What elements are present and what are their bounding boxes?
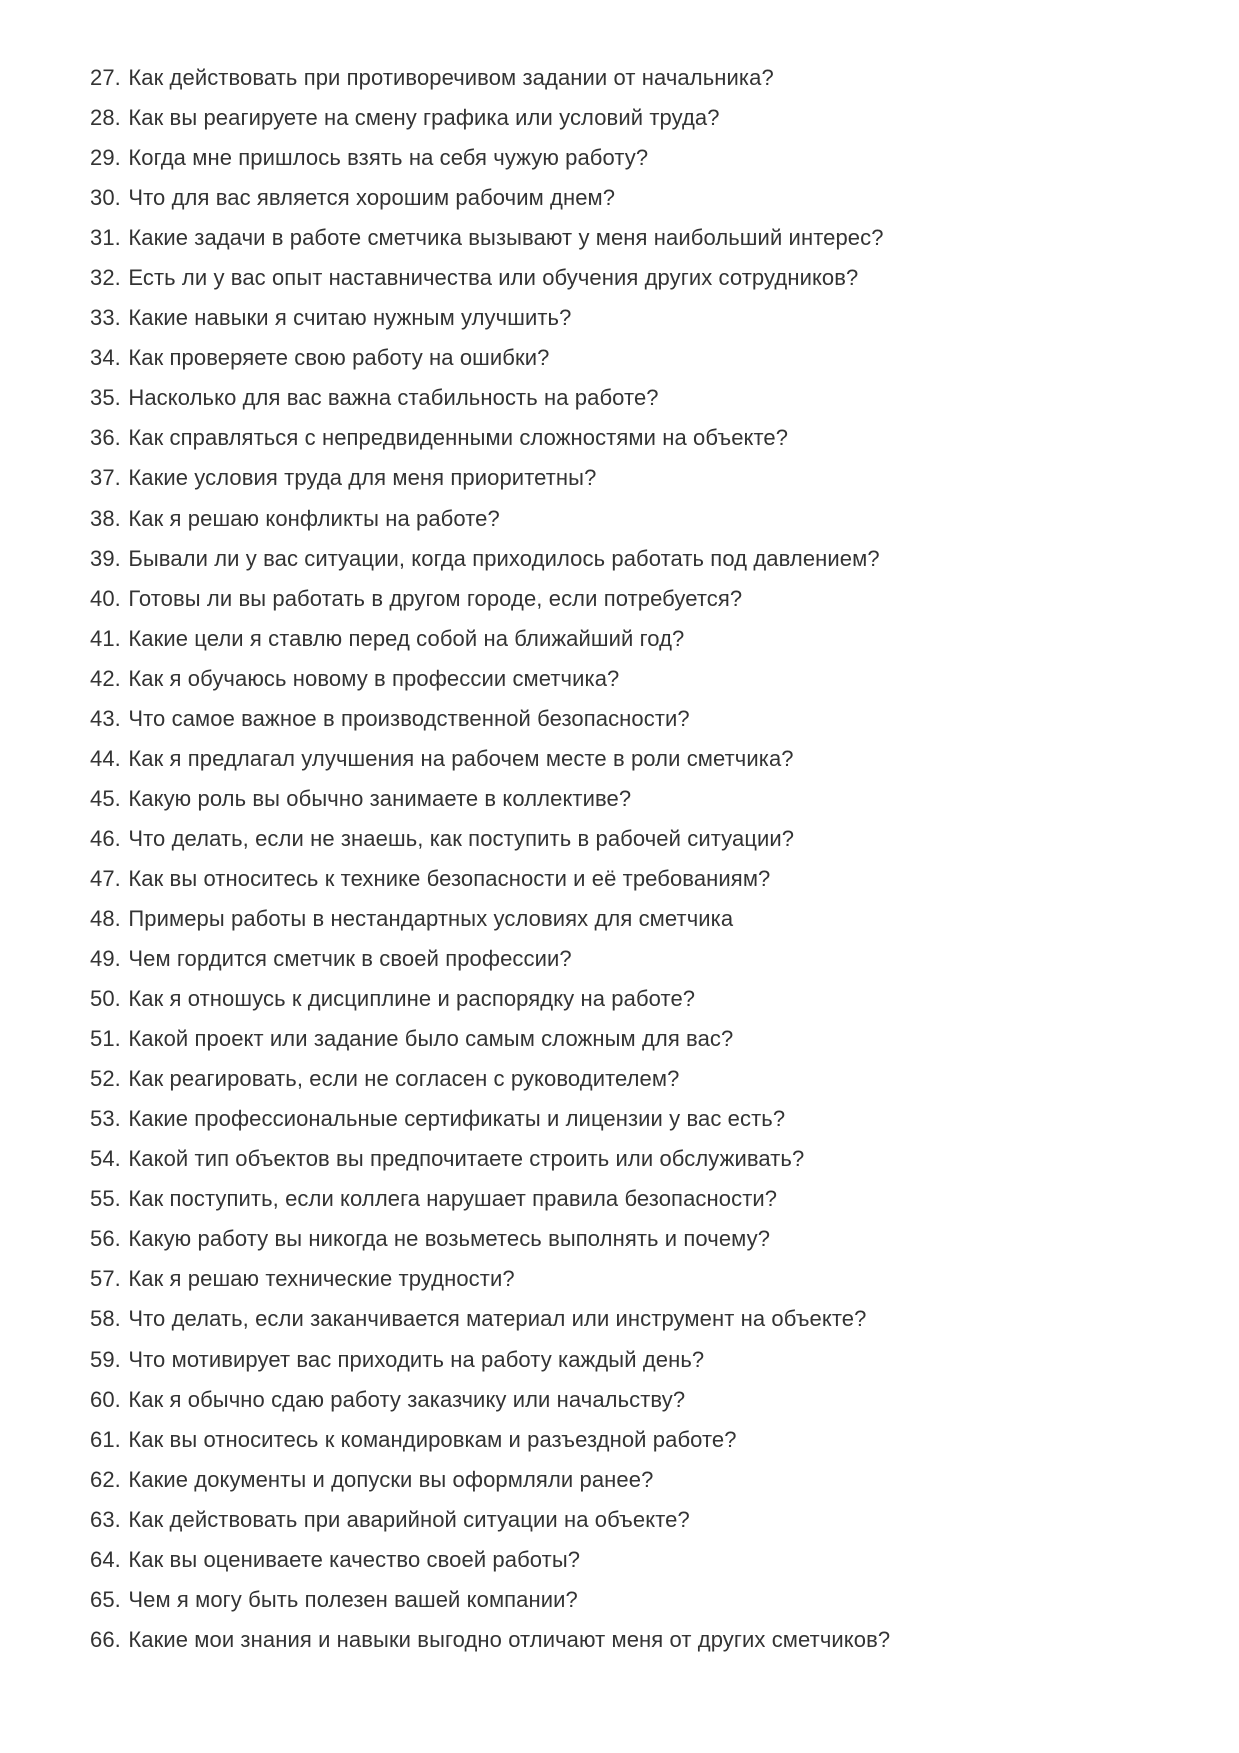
item-number: 61. [90, 1426, 121, 1452]
item-text: Какой проект или задание было самым сложным для вас? [128, 1026, 734, 1052]
list-item [90, 1380, 1179, 1420]
list-item [90, 98, 1179, 138]
item-text: Какие документы и допуски вы оформляли ранее? [128, 1466, 654, 1492]
item-text: Какие задачи в работе сметчика вызывают у меня наибольший интерес? [128, 225, 884, 251]
item-text: Как я отношусь к дисциплине и распорядку на работе? [128, 986, 696, 1012]
item-number: 28. [90, 105, 121, 131]
list-item [90, 779, 1179, 819]
item-number: 48. [90, 906, 121, 931]
item-number: 35. [90, 385, 121, 411]
item-text: Чем гордится сметчик в своей профессии? [128, 946, 572, 972]
item-number: 50. [90, 986, 121, 1012]
item-number: 37. [90, 465, 121, 491]
item-text: Примеры работы в нестандартных условиях для сметчика [128, 906, 734, 931]
item-number: 60. [90, 1386, 121, 1412]
list-item [90, 1500, 1179, 1540]
item-text: Какую роль вы обычно занимаете в коллективе? [128, 785, 632, 811]
list-item [90, 1219, 1179, 1259]
item-text: Бывали ли у вас ситуации, когда приходилось работать под давлением? [128, 545, 880, 571]
item-number: 57. [90, 1266, 121, 1292]
item-number: 56. [90, 1226, 121, 1252]
list-item [90, 1139, 1179, 1179]
item-text: Как я обучаюсь новому в профессии сметчика? [128, 665, 620, 691]
item-text: Как я решаю конфликты на работе? [128, 505, 500, 531]
item-number: 65. [90, 1586, 121, 1612]
list-item [90, 1420, 1179, 1460]
item-number: 30. [90, 185, 121, 211]
list-item [90, 1059, 1179, 1099]
item-number: 64. [90, 1546, 121, 1572]
item-number: 63. [90, 1506, 121, 1532]
item-text: Какие профессиональные сертификаты и лицензии у вас есть? [128, 1106, 786, 1132]
item-text: Что самое важное в производственной безопасности? [128, 705, 690, 731]
item-text: Что делать, если заканчивается материал или инструмент на объекте? [128, 1306, 867, 1332]
item-number: 29. [90, 145, 121, 171]
item-number: 31. [90, 225, 121, 251]
item-text: Что делать, если не знаешь, как поступить в рабочей ситуации? [128, 825, 795, 851]
item-number: 34. [90, 345, 121, 371]
list-item [90, 579, 1179, 619]
list-item [90, 258, 1179, 298]
list-item [90, 699, 1179, 739]
list-item [90, 1259, 1179, 1299]
item-text: Что для вас является хорошим рабочим днем? [128, 185, 616, 211]
question-list [90, 58, 1179, 1660]
list-item [90, 979, 1179, 1019]
item-number: 53. [90, 1106, 121, 1132]
list-item [90, 1620, 1179, 1660]
item-text: Когда мне пришлось взять на себя чужую работу? [128, 145, 649, 171]
item-text: Как вы оцениваете качество своей работы? [128, 1546, 581, 1572]
item-number: 42. [90, 665, 121, 691]
item-number: 62. [90, 1466, 121, 1492]
list-item [90, 298, 1179, 338]
item-text: Какие мои знания и навыки выгодно отличают меня от других сметчиков? [128, 1626, 891, 1652]
list-item [90, 1580, 1179, 1620]
item-number: 27. [90, 65, 121, 91]
item-number: 47. [90, 865, 121, 891]
list-item [90, 539, 1179, 579]
item-text: Как я обычно сдаю работу заказчику или начальству? [128, 1386, 686, 1412]
list-item [90, 418, 1179, 458]
item-text: Что мотивирует вас приходить на работу каждый день? [128, 1346, 705, 1372]
item-number: 58. [90, 1306, 121, 1332]
item-text: Какие условия труда для меня приоритетны? [128, 465, 597, 491]
item-number: 33. [90, 305, 121, 331]
item-number: 55. [90, 1186, 121, 1212]
item-number: 39. [90, 545, 121, 571]
item-text: Как вы реагируете на смену графика или условий труда? [128, 105, 720, 131]
list-item [90, 378, 1179, 418]
item-text: Насколько для вас важна стабильность на работе? [128, 385, 659, 411]
list-item [90, 939, 1179, 979]
item-text: Как вы относитесь к командировкам и разъездной работе? [128, 1426, 737, 1452]
list-item [90, 1099, 1179, 1139]
item-text: Какой тип объектов вы предпочитаете строить или обслуживать? [128, 1146, 805, 1172]
item-number: 59. [90, 1346, 121, 1372]
item-number: 45. [90, 785, 121, 811]
item-text: Как действовать при противоречивом задании от начальника? [128, 65, 774, 91]
item-text: Какую работу вы никогда не возьметесь выполнять и почему? [128, 1226, 771, 1252]
list-item [90, 619, 1179, 659]
item-text: Какие цели я ставлю перед собой на ближайший год? [128, 625, 685, 651]
item-number: 66. [90, 1626, 121, 1652]
item-number: 46. [90, 825, 121, 851]
list-item [90, 1340, 1179, 1380]
list-item [90, 58, 1179, 98]
list-item [90, 1179, 1179, 1219]
list-item [90, 1460, 1179, 1500]
item-number: 38. [90, 505, 121, 531]
item-text: Готовы ли вы работать в другом городе, если потребуется? [128, 585, 743, 611]
item-text: Как реагировать, если не согласен с руководителем? [128, 1066, 680, 1092]
item-number: 32. [90, 265, 121, 291]
item-text: Чем я могу быть полезен вашей компании? [128, 1586, 578, 1612]
item-text: Как действовать при аварийной ситуации на объекте? [128, 1506, 690, 1532]
list-item [90, 178, 1179, 218]
item-text: Как я предлагал улучшения на рабочем месте в роли сметчика? [128, 745, 794, 771]
item-number: 44. [90, 745, 121, 771]
item-text: Как вы относитесь к технике безопасности и её требованиям? [128, 865, 771, 891]
item-text: Есть ли у вас опыт наставничества или обучения других сотрудников? [128, 265, 859, 291]
list-item [90, 659, 1179, 699]
item-text: Как проверяете свою работу на ошибки? [128, 345, 550, 371]
list-item [90, 138, 1179, 178]
list-item [90, 1019, 1179, 1059]
item-number: 49. [90, 946, 121, 972]
item-text: Какие навыки я считаю нужным улучшить? [128, 305, 572, 331]
list-item [90, 1540, 1179, 1580]
list-item [90, 499, 1179, 539]
item-number: 51. [90, 1026, 121, 1052]
item-text: Как поступить, если коллега нарушает правила безопасности? [128, 1186, 778, 1212]
item-number: 52. [90, 1066, 121, 1092]
list-item [90, 819, 1179, 859]
item-text: Как я решаю технические трудности? [128, 1266, 515, 1292]
list-item [90, 899, 1179, 939]
list-item [90, 859, 1179, 899]
list-item [90, 338, 1179, 378]
item-number: 41. [90, 625, 121, 651]
item-number: 40. [90, 585, 121, 611]
list-item [90, 458, 1179, 498]
item-text: Как справляться с непредвиденными сложностями на объекте? [128, 425, 789, 451]
list-item [90, 218, 1179, 258]
item-number: 43. [90, 705, 121, 731]
item-number: 54. [90, 1146, 121, 1172]
item-number: 36. [90, 425, 121, 451]
list-item [90, 739, 1179, 779]
list-item [90, 1299, 1179, 1339]
